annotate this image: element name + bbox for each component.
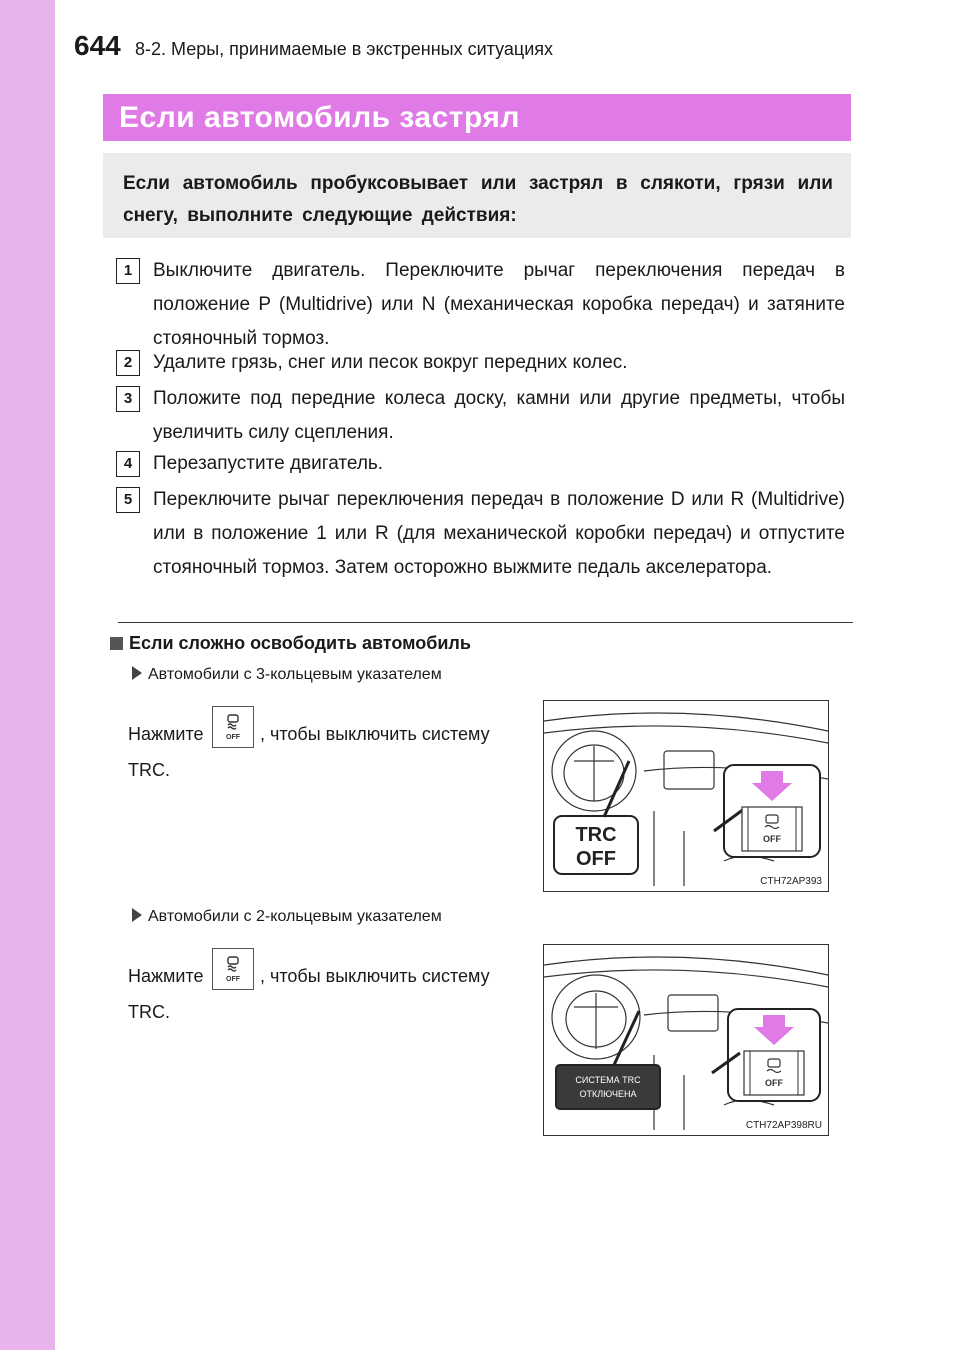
figure-display-text-trc: TRC xyxy=(575,824,617,846)
square-bullet-icon xyxy=(110,637,123,650)
svg-text:OFF: OFF xyxy=(763,834,781,844)
svg-text:OFF: OFF xyxy=(226,976,240,983)
side-color-band xyxy=(0,0,55,1350)
figure-code: CTH72AP393 xyxy=(760,876,822,887)
step-text-5: Переключите рычаг переключения передач в положение D или R (Multidrive) или в положение 1 или R (для механической коробки передач) и отпустите стояночный тормоз. Затем осторожно выжмите педаль акселератора. xyxy=(153,489,845,578)
triangle-bullet-icon xyxy=(132,666,142,680)
figure-display-text-system: СИСТЕМА TRC xyxy=(575,1075,641,1085)
press-instruction-2: Нажмите OFF , чтобы выключить систему TRC. xyxy=(128,958,518,1030)
title-bar xyxy=(103,94,851,141)
triangle-bullet-icon xyxy=(132,908,142,922)
page-title: Если автомобиль застрял xyxy=(119,101,520,134)
step-text-3: Положите под передние колеса доску, камни или другие предметы, чтобы увеличить силу сцепления. xyxy=(153,388,845,443)
trc-off-button-icon xyxy=(212,948,254,990)
variant-heading-2: Автомобили с 2-кольцевым указателем xyxy=(132,908,442,926)
figure-display-text-off: OFF xyxy=(576,848,616,870)
step-number-5: 5 xyxy=(116,487,140,513)
intro-text: Если автомобиль пробуксовывает или застрял в слякоти, грязи или снегу, выполните следующие действия: xyxy=(123,173,833,226)
figure-trc-off-3-ring xyxy=(543,700,829,892)
step-text-1: Выключите двигатель. Переключите рычаг переключения передач в положение P (Multidrive) или N (механическая коробка передач) и затяните стояночный тормоз. xyxy=(153,260,845,349)
step-number-3: 3 xyxy=(116,386,140,412)
hard-to-free-heading: Если сложно освободить автомобиль xyxy=(110,633,471,654)
figure-code: CTH72AP398RU xyxy=(745,1120,822,1131)
figure-trc-off-2-ring xyxy=(543,944,829,1136)
intro-box xyxy=(103,153,851,238)
press-instruction-1: Нажмите OFF , чтобы выключить систему TRC. xyxy=(128,716,518,788)
step-text-4: Перезапустите двигатель. xyxy=(153,453,384,474)
step-number-4: 4 xyxy=(116,451,140,477)
variant-heading-1: Автомобили с 3-кольцевым указателем xyxy=(132,666,442,684)
step-text-2: Удалите грязь, снег или песок вокруг передних колес. xyxy=(153,352,628,373)
figure-display-text-disabled: ОТКЛЮЧЕНА xyxy=(579,1089,637,1099)
svg-text:OFF: OFF xyxy=(765,1078,783,1088)
section-header: 8-2. Меры, принимаемые в экстренных ситуациях xyxy=(135,39,554,59)
step-number-1: 1 xyxy=(116,258,140,284)
trc-off-button-icon xyxy=(212,706,254,748)
section-divider xyxy=(118,622,853,623)
page-number: 644 xyxy=(74,30,121,61)
step-number-2: 2 xyxy=(116,350,140,376)
svg-text:OFF: OFF xyxy=(226,734,240,741)
